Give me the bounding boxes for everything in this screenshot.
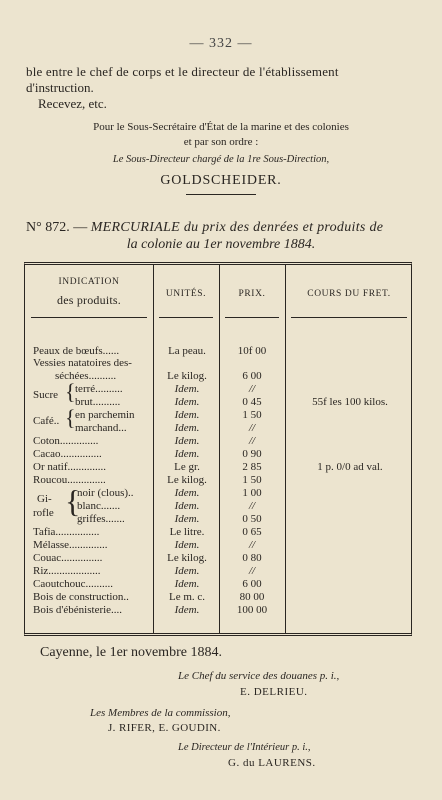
group-label-sucre: Sucre <box>33 389 59 401</box>
fret-or: 1 p. 0/0 ad val. <box>317 461 383 473</box>
signatory-title: Les Membres de la commission, <box>90 707 231 719</box>
signatory-name: J. RIFER, E. GOUDIN. <box>108 722 221 734</box>
table-row: Bois d'ébénisterie.... Idem. 100 00 <box>33 604 268 616</box>
divider <box>186 194 256 195</box>
table-row: Caoutchouc.......... Idem. 6 00 <box>33 578 262 590</box>
document-title-line2: la colonie au 1er novembre 1884. <box>126 237 316 252</box>
title-text: MERCURIALE du prix des denrées et produits de <box>90 220 384 235</box>
group-label-cafe: Café.. <box>33 415 60 427</box>
table-row: noir (clous).. Idem. 1 00 <box>77 487 262 499</box>
table-row: Riz................... Idem. // <box>33 565 256 577</box>
table-row: Roucou.............. Le kilog. 1 50 <box>33 474 262 486</box>
page-number: — 332 — <box>189 36 253 51</box>
table-row: Peaux de bœufs...... La peau. 10f 00 <box>33 345 267 357</box>
table-row: brut.......... Idem. 0 45 <box>75 396 262 408</box>
fret-sucre: 55f les 100 kilos. <box>312 396 388 408</box>
header-underline <box>291 317 407 318</box>
signatory-title: Le Directeur de l'Intérieur p. i., <box>178 742 311 753</box>
preamble-line: ble entre le chef de corps et le directeur de l'établissement <box>26 64 339 79</box>
table-row: blanc....... Idem. // <box>77 500 256 512</box>
document-title <box>26 220 383 236</box>
place-date: Cayenne, le 1er novembre 1884. <box>40 645 222 660</box>
preamble-line: Pour le Sous-Secrétaire d'État de la marine et des colonies <box>93 121 349 133</box>
table-row: marchand... Idem. // <box>75 422 256 434</box>
signatory-title: Le Chef du service des douanes p. i., <box>178 670 340 682</box>
table-row: Bois de construction.. Le m. c. 80 00 <box>33 591 265 603</box>
table-row: Tafia................ Le litre. 0 65 <box>33 526 262 538</box>
price-table <box>24 262 412 636</box>
table-row: en parchemin Idem. 1 50 <box>75 409 262 421</box>
header-underline <box>31 317 147 318</box>
signature: GOLDSCHEIDER. <box>160 173 282 188</box>
signatory-name: E. DELRIEU. <box>240 686 308 698</box>
table-row: griffes....... Idem. 0 50 <box>77 513 262 525</box>
table-row: Or natif.............. Le gr. 2 85 <box>33 461 262 473</box>
table-row: Mélasse.............. Idem. // <box>33 539 256 551</box>
signatory-name: G. du LAURENS. <box>228 757 316 769</box>
header-prix: PRIX. <box>238 289 266 299</box>
table-row: Couac............... Le kilog. 0 80 <box>33 552 262 564</box>
title-number: N° 872. — <box>26 220 88 235</box>
brace-icon: { <box>65 483 81 519</box>
preamble-line: d'instruction. <box>26 80 94 95</box>
table-row: séchées.......... Le kilog. 6 00 <box>55 370 262 382</box>
preamble-line: Recevez, etc. <box>38 96 107 111</box>
preamble-line: Le Sous-Directeur chargé de la 1re Sous-Direction, <box>112 154 330 165</box>
header-indication: INDICATION <box>58 277 120 287</box>
brace-icon: { <box>65 405 76 430</box>
group-label-girofle: rofle <box>33 507 54 519</box>
table-row: Cacao............... Idem. 0 90 <box>33 448 262 460</box>
header-fret: COURS DU FRET. <box>307 289 391 299</box>
table-row: Vessies natatoires des- <box>33 357 132 369</box>
header-unites: UNITÉS. <box>165 289 207 299</box>
header-underline <box>159 317 213 318</box>
header-indication-sub: des produits. <box>57 293 121 307</box>
preamble-line: et par son ordre : <box>183 136 259 148</box>
table-row: Coton.............. Idem. // <box>33 435 256 447</box>
header-underline <box>225 317 279 318</box>
brace-icon: { <box>65 379 76 404</box>
table-row: terré.......... Idem. // <box>75 383 256 395</box>
group-label-girofle: Gi- <box>37 493 52 505</box>
